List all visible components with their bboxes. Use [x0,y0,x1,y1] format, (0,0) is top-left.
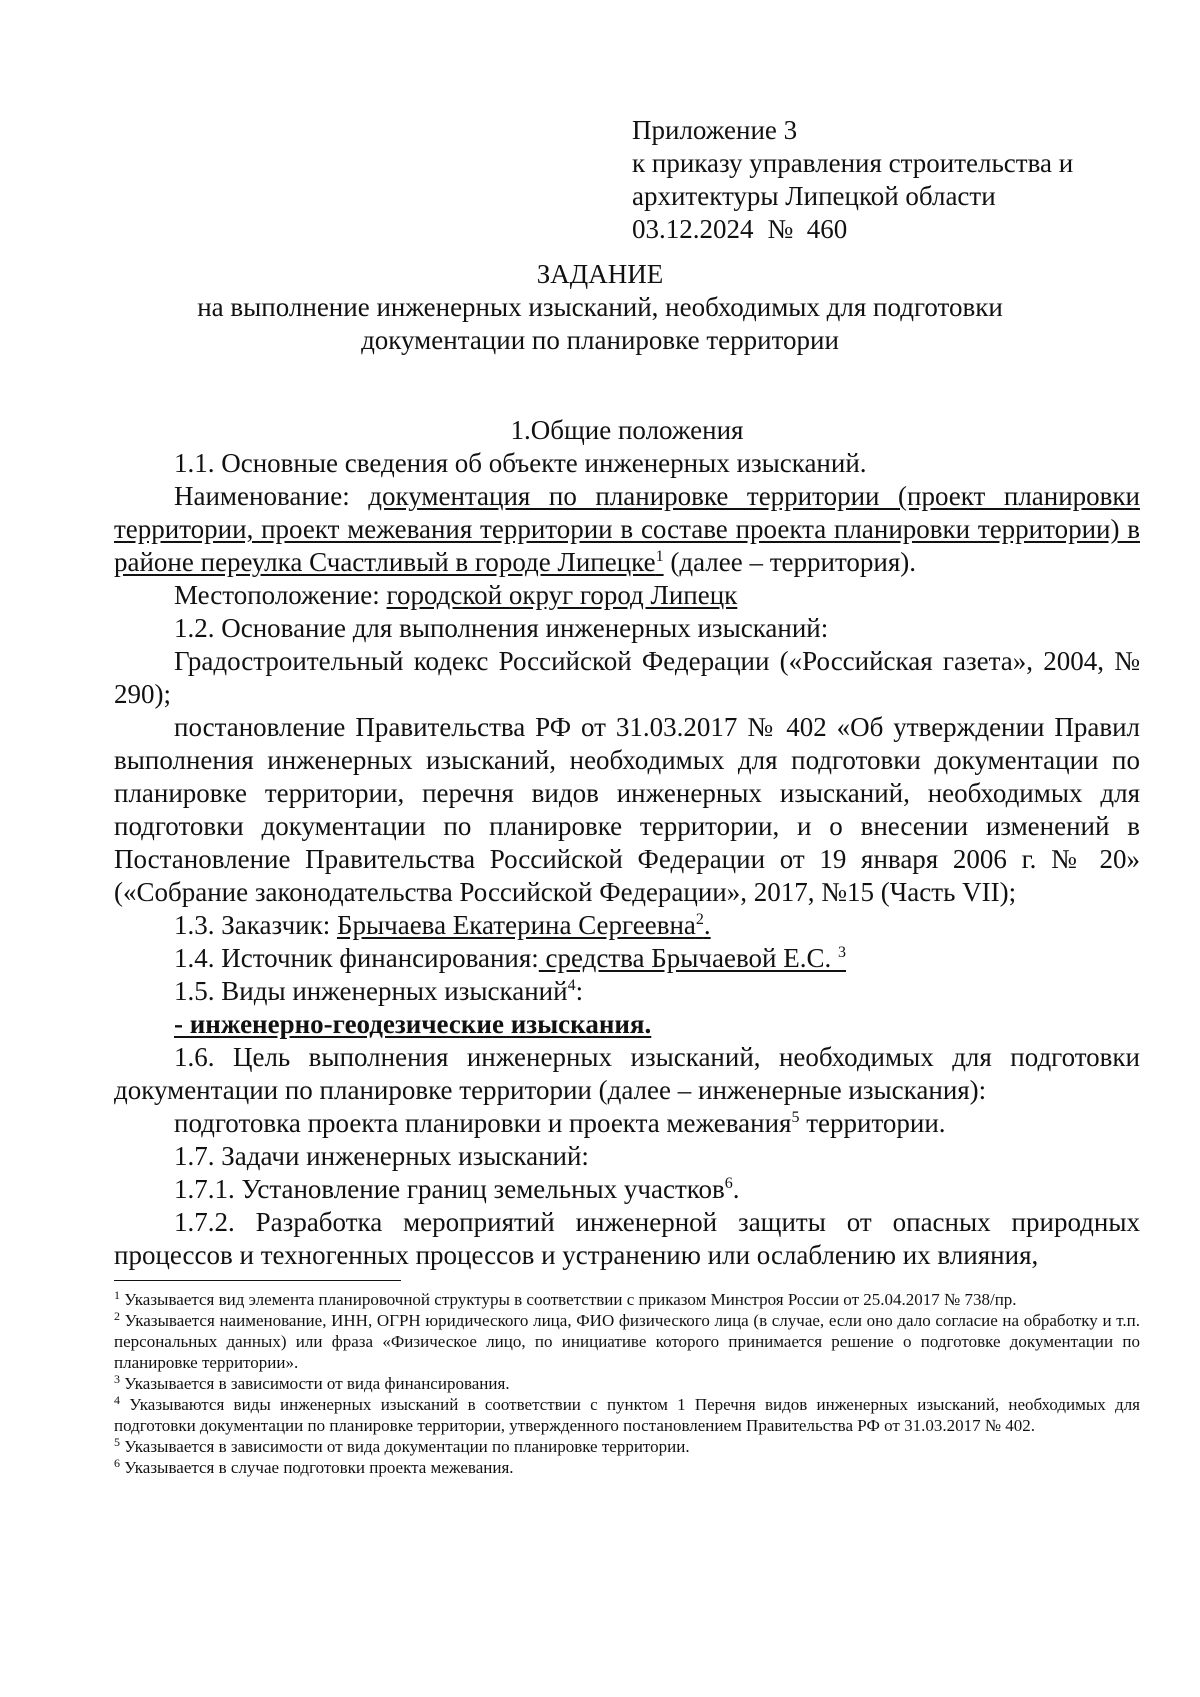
paragraph-location [114,579,1140,612]
order-date: 03.12.2024 [632,214,754,244]
paragraph-1-7-1: 1.7.1. Установление границ земельных участков$^6$. [174,1174,740,1204]
footnote-ref-6: 6 [724,1175,733,1192]
paragraph-1-5: 1.5. Виды инженерных изысканий$^4$: [174,976,584,1006]
footnotes [114,1289,1140,1478]
paragraph-1-1: 1.1. Основные сведения об объекте инженерных изысканий. [174,448,867,478]
paragraph-1-4 [114,942,1140,975]
footnote-ref-2: 2 [695,911,704,928]
order-number: 460 [806,214,848,244]
types-label: 1.5. Виды инженерных изысканий [174,976,568,1006]
paragraph-1-6: 1.6. Цель выполнения инженерных изысканий, необходимых для подготовки документации по планировке территории (далее – инженерные изыскания): [114,1042,1140,1105]
customer-label: 1.3. Заказчик: [174,910,337,940]
appendix-line-3: архитектуры Липецкой области [632,181,996,211]
paragraph-goal: подготовка проекта планировки и проекта межевания$^5$ территории. [174,1108,946,1138]
section-heading: 1.Общие положения [510,415,744,445]
appendix-header [632,114,1073,246]
name-label: Наименование: [174,481,369,511]
finance-value: средства Брычаевой Е.С. $^3$ [538,943,846,973]
footnote-2: $^2$ Указывается наименование, ИНН, ОГРН юридического лица, ФИО физического лица (в случае, если оно дало согласие на обработку и т.п. персональных данных) или фраза «Физическое лицо, по инициативе которого принимается решение о подготовке документации по планировке территории». [114,1309,1140,1372]
document-title: ЗАДАНИЕ [536,259,664,289]
appendix-date-number [632,213,1073,246]
location-label: Местоположение: [174,580,387,610]
appendix-line-1: Приложение 3 [632,115,798,145]
location-value: городской округ город Липецк [386,580,738,610]
paragraph-1-7: 1.7. Задачи инженерных изысканий: [174,1141,589,1171]
footnote-ref-4: 4 [567,977,576,994]
paragraph-basis-2: постановление Правительства РФ от 31.03.2017 № 402 «Об утверждении Правил выполнения инженерных изысканий, необходимых для подготовки документации по планировке территории, перечня видов инженерных изысканий, необходимых для подготовки документации по планировке территории, и о внесении изменений в Постановление Правительства Российской Федерации от 19 января 2006 г. № 20» («Собрание законодательства Российской Федерации», 2017, №15 (Часть VII); [114,712,1140,907]
finance-label: 1.4. Источник финансирования: [174,943,539,973]
survey-type-value: - инженерно-геодезические изыскания. [174,1009,652,1039]
footnote-ref-3: 3 [838,944,846,961]
footnote-5: $^5$ Указывается в зависимости от вида документации по планировке территории. [114,1435,690,1456]
paragraph-survey-type [114,1008,1140,1041]
paragraph-1-2: 1.2. Основание для выполнения инженерных изысканий: [174,613,829,643]
appendix-line-2: к приказу управления строительства и [632,148,1074,178]
paragraph-1-7-2: 1.7.2. Разработка мероприятий инженерной защиты от опасных природных процессов и техногенных процессов и устранению или ослаблению их влияния, [114,1207,1140,1270]
document-body [114,414,1140,1272]
footnote-ref-5: 5 [791,1109,800,1126]
footnote-ref-1: 1 [655,548,664,565]
number-sign: № [767,214,794,244]
footnote-3: $^3$ Указывается в зависимости от вида финансирования. [114,1372,510,1393]
name-tail: (далее – территория). [663,547,917,577]
footnote-6: $^6$ Указывается в случае подготовки проекта межевания. [114,1456,514,1477]
footnote-4: $^4$ Указываются виды инженерных изысканий в соответствии с пунктом 1 Перечня видов инженерных изысканий, необходимых для подготовки документации по планировке территории, утвержденного постановлением Правительства РФ от 31.03.2017 № 402. [114,1393,1140,1435]
footnote-1: $^1$ Указывается вид элемента планировочной структуры в соответствии с приказом Минстроя России от 25.04.2017 № 738/пр. [114,1288,1017,1309]
footnote-separator [114,1280,401,1281]
paragraph-basis-1: Градостроительный кодекс Российской Федерации («Российская газета», 2004, № 290); [114,646,1140,709]
document-subtitle-line-2: документации по планировке территории [361,325,839,355]
paragraph-name [114,480,1140,579]
document-subtitle-line-1: на выполнение инженерных изысканий, необходимых для подготовки [197,292,1003,322]
paragraph-1-3 [114,909,1140,942]
customer-value: Брычаева Екатерина Сергеевна$^2$. [336,910,711,940]
name-value: документация по планировке территории (проект планировки территории, проект межевания территории в составе проекта планировки территории) в районе переулка Счастливый в городе Липецке$^1$ [114,481,1140,577]
